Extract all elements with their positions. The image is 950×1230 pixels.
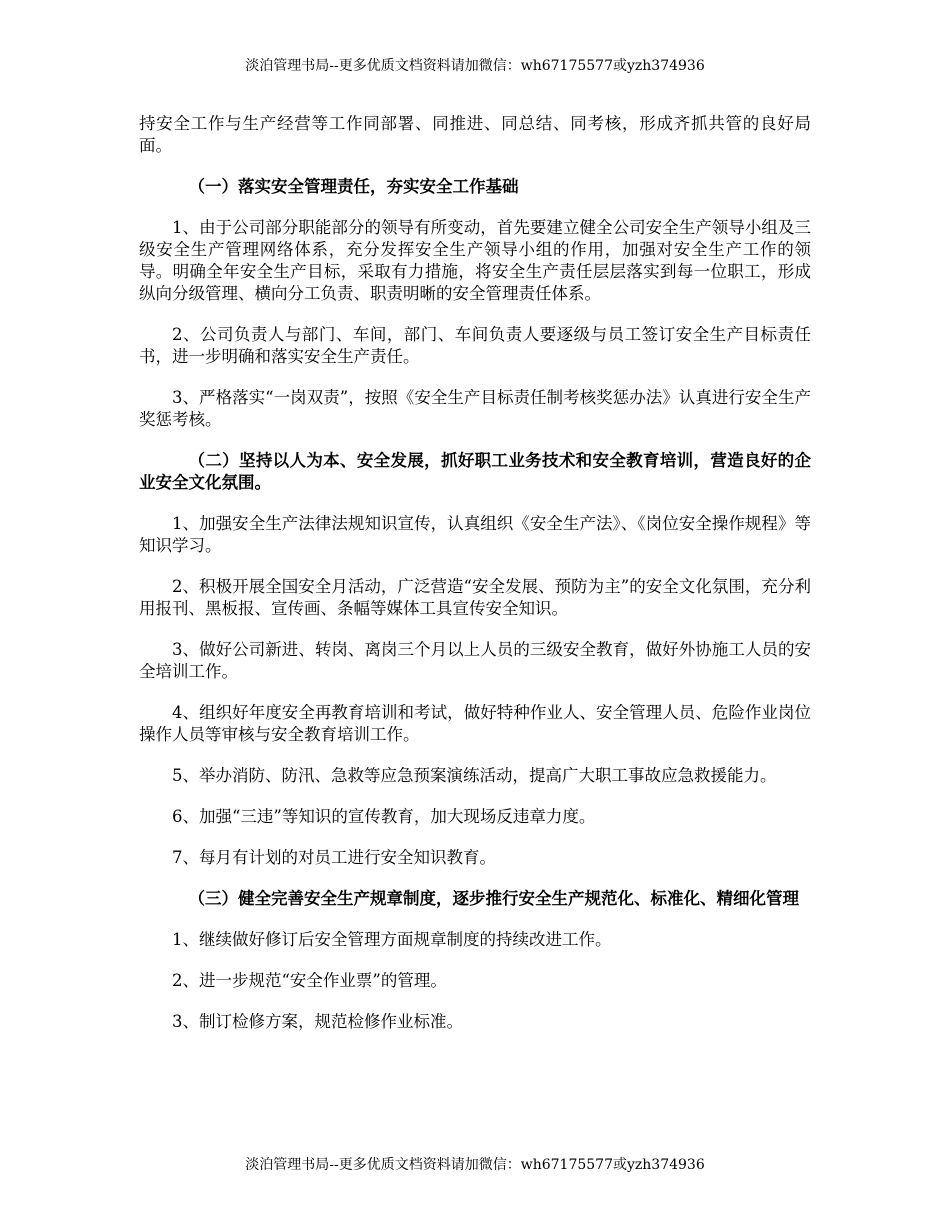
list-item: 4、组织好年度安全再教育培训和考试，做好特种作业人、安全管理人员、危险作业岗位操作人员等审核与安全教育培训工作。 xyxy=(139,703,811,744)
list-item: 1、继续做好修订后安全管理方面规章制度的持续改进工作。 xyxy=(172,930,612,949)
page-footer: 淡泊管理书局--更多优质文档资料请加微信：wh67175577或yzh374936 xyxy=(245,1157,705,1173)
section-heading-2: （二）坚持以人为本、安全发展，抓好职工业务技术和安全教育培训，营造良好的企业安全文化氛围。 xyxy=(139,451,811,492)
page-header: 淡泊管理书局--更多优质文档资料请加微信：wh67175577或yzh374936 xyxy=(245,58,705,74)
list-item: 7、每月有计划的对员工进行安全知识教育。 xyxy=(172,848,496,867)
list-item: 6、加强“三违”等知识的宣传教育，加大现场反违章力度。 xyxy=(172,807,596,826)
list-item: 3、严格落实“一岗双责”，按照《安全生产目标责任制考核奖惩办法》认真进行安全生产奖惩考核。 xyxy=(139,388,811,429)
section-heading-3: （三）健全完善安全生产规章制度，逐步推行安全生产规范化、标准化、精细化管理 xyxy=(188,889,799,908)
list-item: 3、制订检修方案，规范检修作业标准。 xyxy=(172,1012,463,1031)
document-body xyxy=(139,113,811,1052)
intro-paragraph: 持安全工作与生产经营等工作同部署、同推进、同总结、同考核，形成齐抓共管的良好局面。 xyxy=(139,114,811,155)
list-item: 5、举办消防、防汛、急救等应急预案演练活动，提高广大职工事故应急救援能力。 xyxy=(172,766,777,785)
section-heading-1: （一）落实安全管理责任，夯实安全工作基础 xyxy=(188,177,519,196)
list-item: 2、积极开展全国安全月活动，广泛营造“安全发展、预防为主”的安全文化氛围，充分利用报刊、黑板报、宣传画、条幅等媒体工具宣传安全知识。 xyxy=(139,577,811,618)
list-item: 2、进一步规范“安全作业票”的管理。 xyxy=(172,971,447,990)
list-item: 2、公司负责人与部门、车间，部门、车间负责人要逐级与员工签订安全生产目标责任书，进一步明确和落实安全生产责任。 xyxy=(139,325,811,366)
list-item: 1、由于公司部分职能部分的领导有所变动，首先要建立健全公司安全生产领导小组及三级安全生产管理网络体系，充分发挥安全生产领导小组的作用，加强对安全生产工作的领导。明确全年安全生产目标，采取有力措施，将安全生产责任层层落实到每一位职工，形成纵向分级管理、横向分工负责、职责明晰的安全管理责任体系。 xyxy=(139,218,811,303)
list-item: 1、加强安全生产法律法规知识宣传，认真组织《安全生产法》、《岗位安全操作规程》等知识学习。 xyxy=(139,514,811,555)
list-item: 3、做好公司新进、转岗、离岗三个月以上人员的三级安全教育，做好外协施工人员的安全培训工作。 xyxy=(139,640,811,681)
